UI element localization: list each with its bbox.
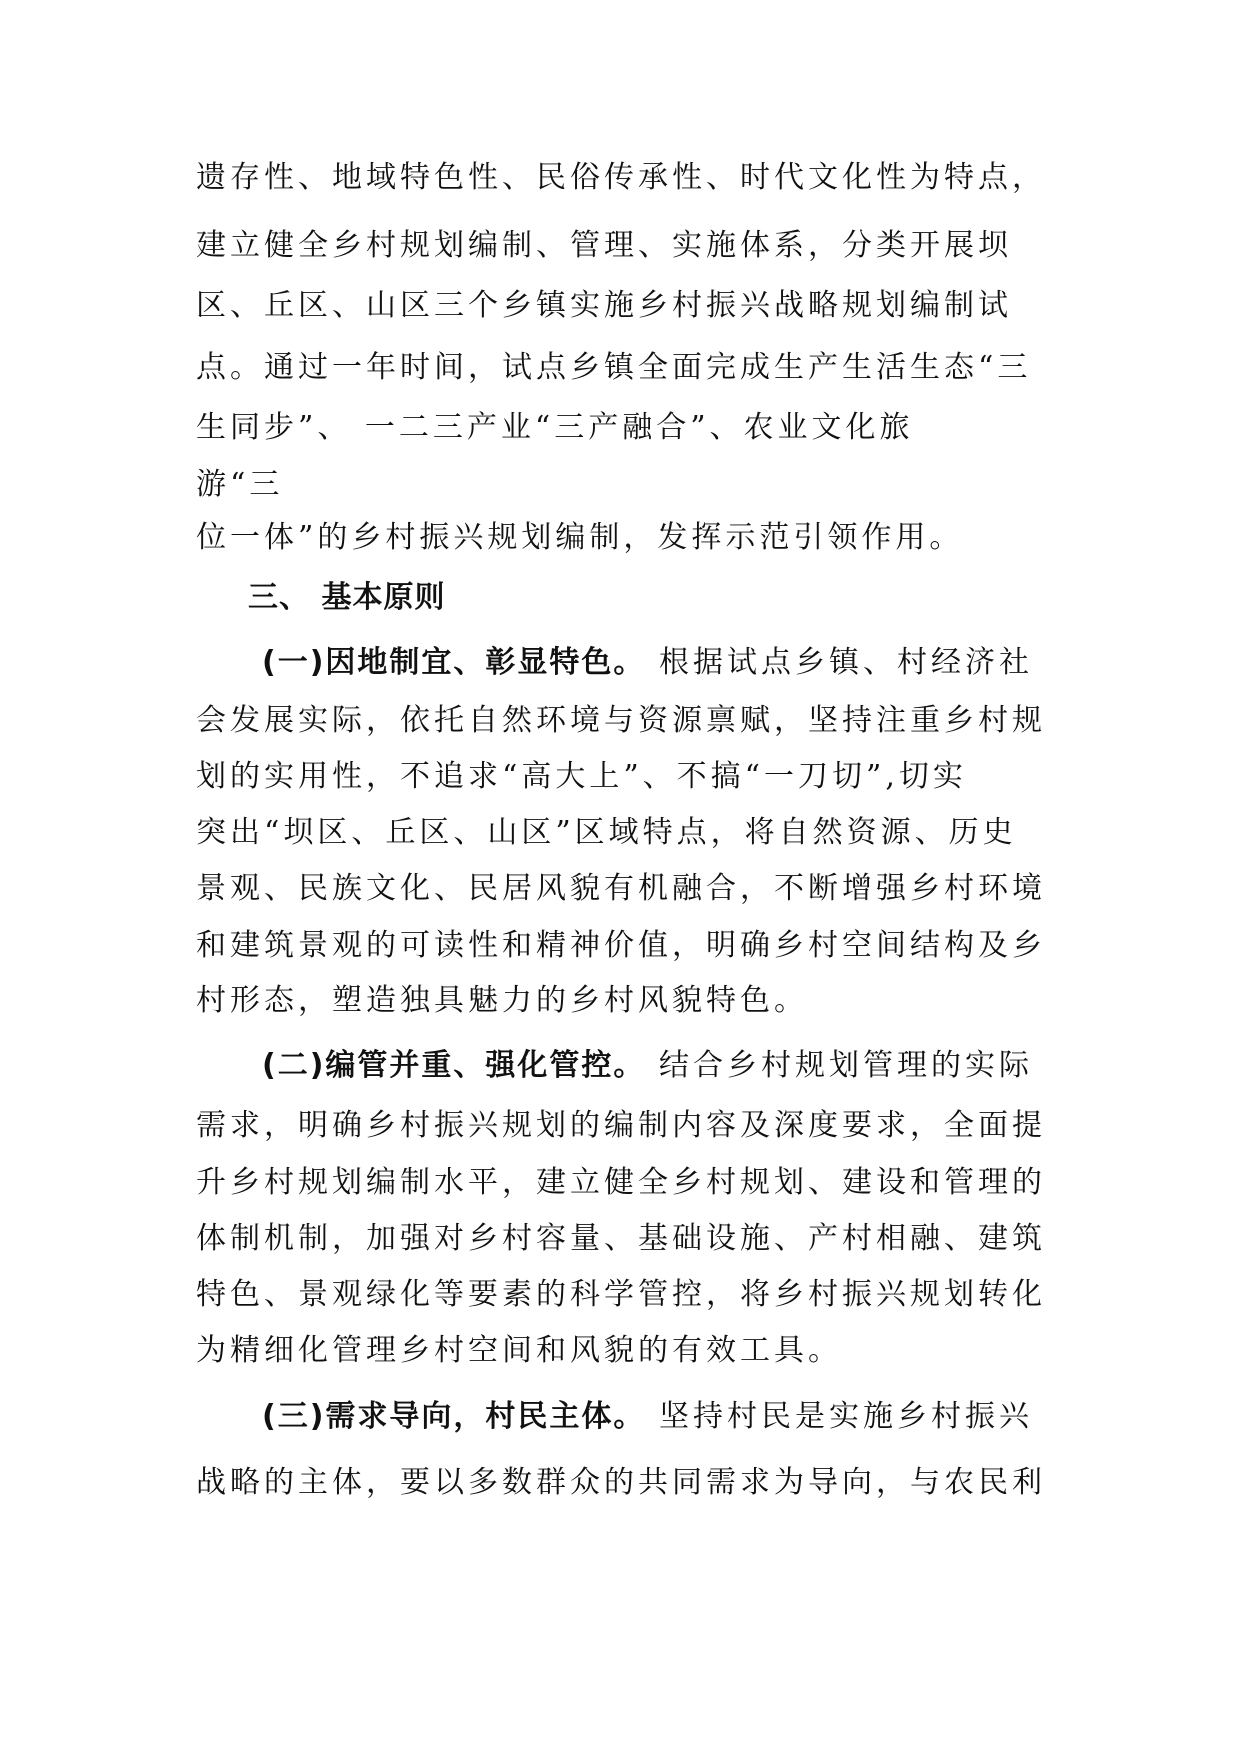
principle-title: (二)编管并重、强化管控。 [262,1048,646,1083]
paragraph-line: 遗存性、地域特色性、民俗传承性、时代文化性为特点， [196,160,1046,195]
paragraph-line: 特色、景观绿化等要素的科学管控，将乡村振兴规划转化 [196,1277,1046,1312]
paragraph-line: 位一体”的乡村振兴规划编制，发挥示范引领作用。 [196,520,964,555]
paragraph-line: 升乡村规划编制水平，建立健全乡村规划、建设和管理的 [196,1165,1046,1200]
paragraph-line: 划的实用性，不追求“高大上”、不搞“一刀切”,切实 [196,759,967,794]
paragraph-line: 为精细化管理乡村空间和风貌的有效工具。 [196,1333,842,1368]
principle-title: (一)因地制宜、彰显特色。 [262,645,646,680]
principle-title: (三)需求导向，村民主体。 [262,1399,646,1434]
paragraph-line: 建立健全乡村规划编制、管理、实施体系，分类开展坝 [196,228,1012,263]
section-heading: 三、 基本原则 [248,580,446,615]
principle-first-line [262,645,1033,681]
paragraph-line: 突出“坝区、丘区、山区”区域特点，将自然资源、历史 [196,815,1017,850]
paragraph-line: 体制机制，加强对乡村容量、基础设施、产村相融、建筑 [196,1221,1046,1256]
principle-first-line [262,1048,1033,1084]
principle-first-line [262,1399,1033,1435]
paragraph-line: 村形态，塑造独具魅力的乡村风貌特色。 [196,983,808,1018]
principle-text: 结合乡村规划管理的实际 [645,1048,1033,1083]
paragraph-line: 会发展实际，依托自然环境与资源禀赋，坚持注重乡村规 [196,703,1046,738]
paragraph-line: 景观、民族文化、民居风貌有机融合，不断增强乡村环境 [196,871,1046,906]
paragraph-line: 需求，明确乡村振兴规划的编制内容及深度要求，全面提 [196,1108,1046,1143]
paragraph-line: 点。通过一年时间，试点乡镇全面完成生产生活生态“三 [196,350,1032,385]
paragraph-line: 战略的主体，要以多数群众的共同需求为导向，与农民利 [196,1465,1046,1500]
paragraph-line: 区、丘区、山区三个乡镇实施乡村振兴战略规划编制试 [196,288,1012,323]
paragraph-line: 生同步”、 一二三产业“三产融合”、农业文化旅 [196,410,914,445]
paragraph-line: 游“三 [196,467,284,502]
principle-text: 根据试点乡镇、村经济社 [645,645,1033,680]
principle-text: 坚持村民是实施乡村振兴 [645,1399,1033,1434]
paragraph-line: 和建筑景观的可读性和精神价值，明确乡村空间结构及乡 [196,928,1046,963]
